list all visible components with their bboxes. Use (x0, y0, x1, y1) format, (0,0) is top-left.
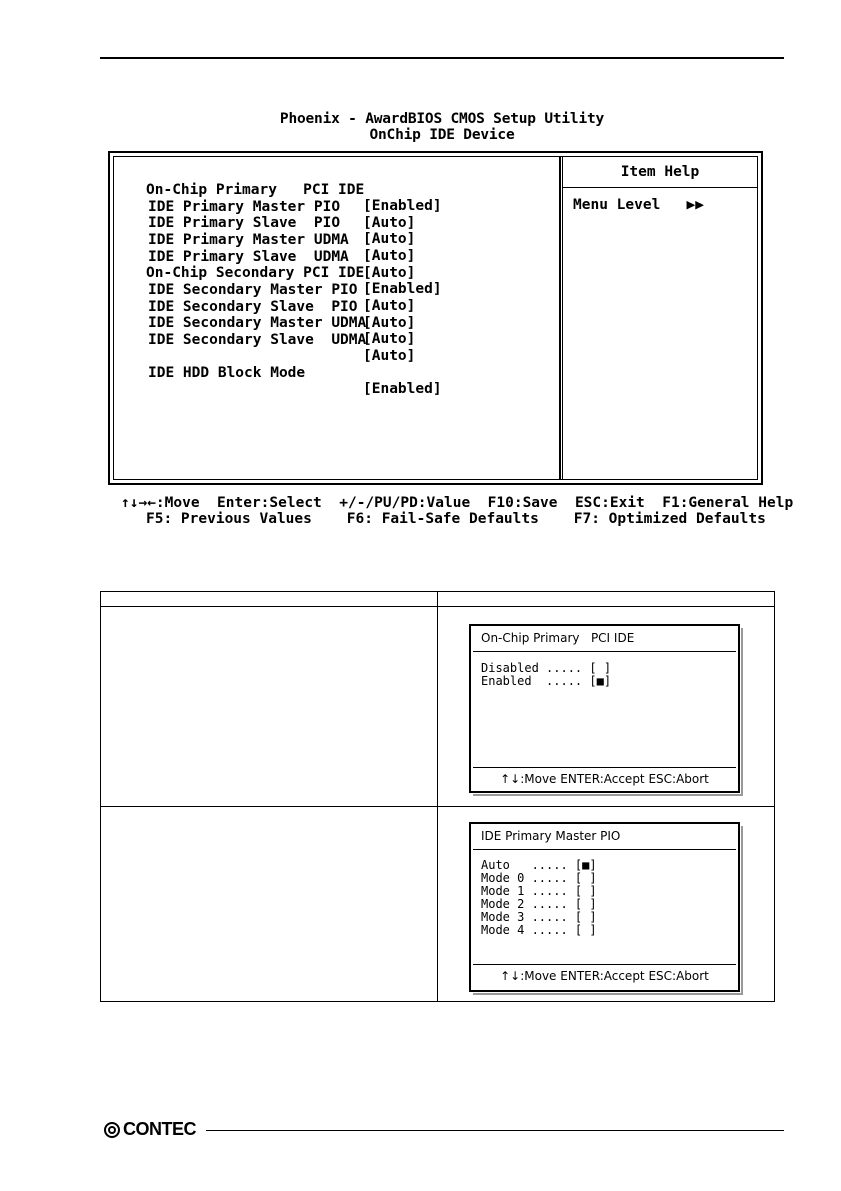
item-help-title: Item Help (563, 157, 757, 188)
popup-option[interactable]: Mode 4 ..... [ ] (481, 923, 597, 937)
popup-option[interactable]: Mode 3 ..... [ ] (481, 910, 597, 924)
table-header-cell (438, 592, 775, 607)
help-divider (559, 157, 563, 479)
bios-item-value[interactable]: [Auto] (363, 215, 416, 231)
bios-item-value[interactable]: [Auto] (363, 348, 416, 364)
key-legend-line1: ↑↓→←:Move Enter:Select +/-/PU/PD:Value F10:Save ESC:Exit F1:General Help (121, 495, 794, 511)
bios-item-label: IDE Secondary Master PIO (148, 282, 358, 298)
bios-item-label: IDE Secondary Slave UDMA (148, 332, 367, 348)
table-cell-description (101, 807, 438, 1002)
bios-setup-screen (108, 151, 763, 485)
key-legend-line2: F5: Previous Values F6: Fail-Safe Defaults F7: Optimized Defaults (146, 511, 766, 527)
brand-name: CONTEC (123, 1119, 196, 1139)
menu-level-indicator: Menu Level ▶▶ (573, 197, 704, 213)
popup-footer: ↑↓:Move ENTER:Accept ESC:Abort (500, 969, 709, 983)
bios-item-value[interactable]: [Auto] (363, 298, 416, 314)
bios-item-label: IDE Primary Master PIO (148, 199, 341, 215)
popup-title: On-Chip Primary PCI IDE (481, 631, 635, 645)
bios-item-value[interactable]: [Auto] (363, 265, 416, 281)
popup-separator (473, 849, 736, 851)
bios-item-label: IDE Primary Master UDMA (148, 232, 349, 248)
table-row (101, 607, 775, 807)
options-table (100, 591, 775, 1002)
popup-separator (473, 651, 736, 653)
bios-utility-title: Phoenix - AwardBIOS CMOS Setup Utility (279, 111, 605, 127)
footer-rule (206, 1130, 784, 1131)
popup-option[interactable]: Auto ..... [■] (481, 858, 597, 872)
bios-item-value[interactable]: [Auto] (363, 248, 416, 264)
popup-option[interactable]: Enabled ..... [■] (481, 674, 612, 688)
popup-separator (473, 767, 736, 769)
table-cell-screenshot (438, 607, 775, 807)
bios-item-value[interactable]: [Auto] (363, 231, 416, 247)
header-rule (100, 57, 784, 59)
bios-item-value[interactable]: [Enabled] (363, 381, 442, 397)
bios-item-value[interactable]: [Enabled] (363, 281, 442, 297)
popup-option[interactable]: Mode 0 ..... [ ] (481, 871, 597, 885)
bios-item-value[interactable]: [Auto] (363, 331, 416, 347)
table-header-row (101, 592, 775, 607)
popup-onchip-primary (469, 624, 740, 793)
contec-logo-icon (104, 1122, 120, 1138)
popup-separator (473, 964, 736, 966)
popup-primary-master-pio (469, 822, 740, 992)
bios-item-value[interactable]: [Auto] (363, 315, 416, 331)
bios-item-label: IDE HDD Block Mode (148, 365, 306, 381)
table-row (101, 807, 775, 1002)
popup-title: IDE Primary Master PIO (481, 829, 621, 843)
bios-item-label: IDE Secondary Master UDMA (148, 315, 367, 331)
table-header-cell (101, 592, 438, 607)
bios-page-title: OnChip IDE Device (369, 127, 515, 143)
bios-item-label: On-Chip Secondary PCI IDE (146, 265, 365, 281)
bios-item-label: IDE Primary Slave PIO (148, 215, 341, 231)
bios-item-label: IDE Secondary Slave PIO (148, 299, 358, 315)
contec-logo (104, 1119, 196, 1140)
popup-option[interactable]: Mode 2 ..... [ ] (481, 897, 597, 911)
table-cell-screenshot (438, 807, 775, 1002)
bios-item-label: IDE Primary Slave UDMA (148, 249, 349, 265)
table-cell-description (101, 607, 438, 807)
bios-item-label: On-Chip Primary PCI IDE (146, 182, 365, 198)
popup-option[interactable]: Mode 1 ..... [ ] (481, 884, 597, 898)
popup-option[interactable]: Disabled ..... [ ] (481, 661, 612, 675)
popup-footer: ↑↓:Move ENTER:Accept ESC:Abort (500, 772, 709, 786)
bios-item-value[interactable]: [Enabled] (363, 198, 442, 214)
bios-inner-frame (113, 156, 758, 480)
